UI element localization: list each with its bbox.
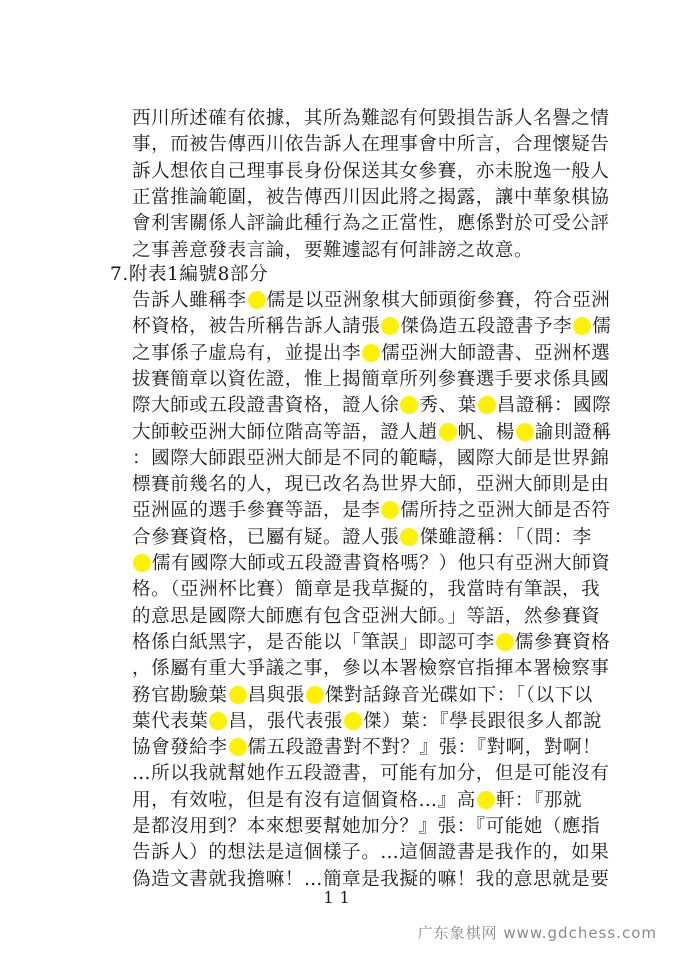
text-segment: 格係白紙黑字，是否能以「筆誤」即認可李 <box>132 631 495 653</box>
text-segment: 傑）葉：『學長跟很多人都說 <box>363 710 603 732</box>
text-line <box>132 630 610 656</box>
redaction-highlight <box>209 712 227 730</box>
text-segment: 偽造文書就我擔嘛！…簡章是我擬的嘛！我的意思就是要 <box>132 868 610 890</box>
redaction-highlight <box>362 344 380 362</box>
text-line <box>132 551 610 577</box>
text-line: 訴人想依自己理事長身份保送其女參賽，亦未脫逸一般人 <box>132 160 610 182</box>
text-segment: 協會發給李 <box>132 737 228 759</box>
redaction-highlight <box>381 317 399 335</box>
text-segment: 標賽前幾名的人，現已改名為世界大師，亞洲大師則是由 <box>132 474 610 496</box>
text-segment: 儒所持之亞洲大師是否符 <box>400 500 611 522</box>
text-segment: 儒五段證書對不對？』張：『對啊，對啊！ <box>247 737 602 759</box>
redaction-highlight <box>400 396 418 414</box>
page-number: 11 <box>323 888 356 907</box>
text-line <box>132 525 592 551</box>
text-segment: 大師較亞洲大師位階高等語，證人趙 <box>132 421 438 443</box>
text-line: 會利害關係人評論此種行為之正當性，應係對於可受公評 <box>132 213 610 235</box>
text-line <box>132 840 610 866</box>
text-line <box>132 735 601 761</box>
text-segment: 帆、楊 <box>457 421 515 443</box>
redaction-highlight <box>344 712 362 730</box>
redaction-highlight <box>133 554 151 572</box>
text-line <box>132 314 611 340</box>
text-segment: 儒 <box>592 316 612 338</box>
text-line <box>132 577 600 603</box>
text-segment: 昌，張代表張 <box>228 710 344 732</box>
text-segment: 的意思是國際大師應有包含亞洲大師。」等語，然參賽資 <box>132 605 601 627</box>
redaction-highlight <box>400 528 418 546</box>
text-segment: ，係屬有重大爭議之事，參以本署檢察官指揮本署檢察事 <box>132 658 610 680</box>
text-segment: 儒亞洲大師證書、亞洲杯選 <box>381 342 611 364</box>
text-segment: 用，有效啦，但是有沒有這個資格…』高 <box>132 789 476 811</box>
text-segment: 儒參賽資格 <box>514 631 611 653</box>
text-line <box>132 288 610 314</box>
text-segment: 亞洲區的選手參賽等語，是李 <box>132 500 381 522</box>
text-segment: …所以我就幫她作五段證書，可能有加分，但是可能沒有 <box>132 763 610 785</box>
text-line <box>132 341 610 367</box>
text-line <box>132 393 611 419</box>
text-line <box>132 709 602 735</box>
redaction-highlight <box>516 423 534 441</box>
text-line <box>132 498 610 524</box>
text-segment: 告訴人）的想法是這個樣子。…這個證書是我作的，如果 <box>132 842 610 864</box>
text-segment: 是都沒用到？本來想要幫她加分？』張：『可能她（應指 <box>132 816 601 837</box>
redaction-highlight <box>477 791 495 809</box>
text-line <box>132 814 600 840</box>
text-segment: 諭則證稱 <box>534 421 612 443</box>
text-segment: 杯資格，被告所稱告訴人請張 <box>132 316 381 338</box>
redaction-highlight <box>381 501 399 519</box>
text-segment: 傑對話錄音光碟如下：「（以下以 <box>324 684 593 706</box>
text-segment: 傑偽造五段證書予李 <box>400 316 573 338</box>
text-line <box>132 446 610 472</box>
text-line: 之事善意發表言論，要難遽認有何誹謗之故意。 <box>132 239 534 261</box>
text-line: 事，而被告傳西川依告訴人在理事會中所言，合理懷疑告 <box>132 134 610 156</box>
text-segment: 儒有國際大師或五段證書資格嗎？）他只有亞洲大師資 <box>152 553 611 574</box>
text-line <box>132 420 611 446</box>
text-line <box>132 367 610 393</box>
text-segment: 之事係子虛烏有，並提出李 <box>132 342 362 364</box>
text-segment: 昌證稱：國際 <box>496 395 612 417</box>
text-line <box>132 604 600 630</box>
text-segment: 軒：『那就 <box>495 789 583 811</box>
text-line: 正當推論範圍，被告傳西川因此將之揭露，讓中華象棋協 <box>132 186 610 208</box>
text-segment: 葉代表葉 <box>132 710 209 732</box>
text-line <box>132 683 593 709</box>
text-segment: 合參賽資格，已屬有疑。證人張 <box>132 526 400 548</box>
section-heading: 7.附表1編號8部分 <box>110 264 269 285</box>
text-line: 西川所述確有依據，其所為難認有何毀損告訴人名譽之情 <box>132 108 610 129</box>
text-segment: ：國際大師跟亞洲大師是不同的範疇，國際大師是世界錦 <box>132 447 610 469</box>
redaction-highlight <box>439 423 457 441</box>
text-segment: 儒是以亞洲象棋大師頭銜參賽，符合亞洲 <box>266 290 611 311</box>
text-segment: 務官勘驗葉 <box>132 684 228 706</box>
text-segment: 拔賽簡章以資佐證，惟上揭簡章所列參賽選手要求係具國 <box>132 368 610 390</box>
redaction-highlight <box>496 633 514 651</box>
text-line <box>132 472 610 498</box>
text-line <box>132 788 582 814</box>
redaction-highlight <box>573 317 591 335</box>
text-segment: 傑雖證稱：「（問：李 <box>419 526 592 548</box>
text-line <box>132 761 610 787</box>
text-segment: 格。（亞洲杯比賽）簡章是我草擬的，我當時有筆誤，我 <box>132 579 601 601</box>
redaction-highlight <box>229 686 247 704</box>
redaction-highlight <box>229 738 247 756</box>
watermark: 广东象棋网 www.gdchess.com <box>417 924 657 942</box>
redaction-highlight <box>248 291 266 309</box>
redaction-highlight <box>478 396 496 414</box>
text-segment: 昌與張 <box>247 684 305 706</box>
text-line <box>132 656 610 682</box>
text-segment: 告訴人雖稱李 <box>132 290 247 311</box>
text-segment: 秀、葉 <box>419 395 477 417</box>
redaction-highlight <box>306 686 324 704</box>
text-segment: 際大師或五段證書資格，證人徐 <box>132 395 400 417</box>
